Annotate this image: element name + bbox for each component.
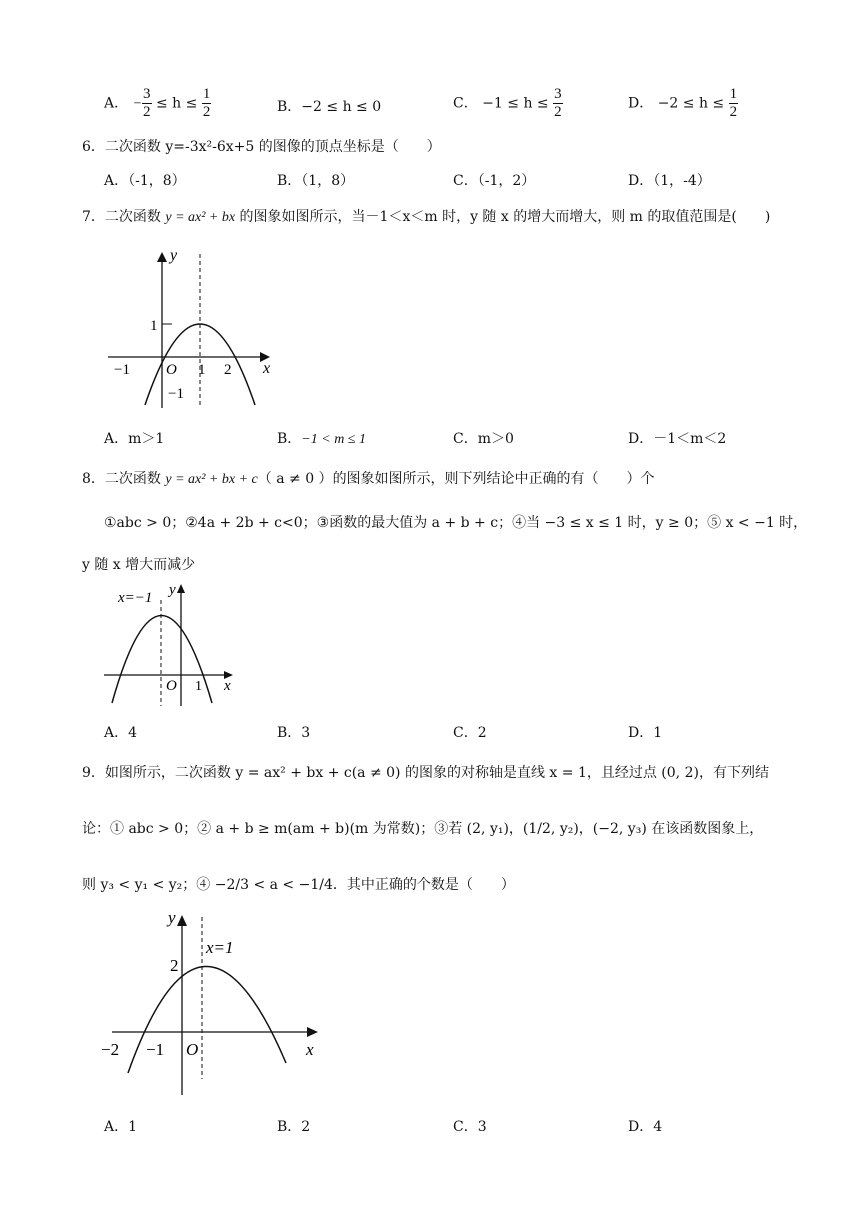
q8-option-d: D．1 [628,725,663,741]
q8-statements-cont: y 随 x 增大而减少 [82,557,196,573]
q9-option-c: C．3 [453,1119,487,1135]
q8-option-b: B．3 [277,725,311,741]
q7-option-c: C．m＞0 [453,431,514,447]
q9-line1: 9．如图所示，二次函数 y = ax² + bx + c(a ≠ 0) 的图象的对称轴是直线 x = 1，且经过点 (0, 2)，有下列结 [82,765,769,781]
q7-option-d: D．－1＜m＜2 [628,431,727,447]
q6-option-b: B．（1，8） [277,173,355,189]
q8-label-y: y [169,582,176,598]
q7-label-y: y [170,247,178,264]
q8-option-a: A．4 [104,725,138,741]
q7-option-b: B．−1 < m ≤ 1 [277,431,366,447]
q8-label-x: x [224,678,231,694]
q8-graph [100,578,245,718]
q5-option-d: D． −2 ≤ h ≤ $\frac{1}{2}$ [628,86,738,120]
q7-label-origin: O [166,362,177,378]
q8-label-axis: x=−1 [118,590,153,606]
q9-label-x: x [306,1040,314,1059]
q5-option-b: B．−2 ≤ h ≤ 0 [277,99,382,115]
q8-statements: ①abc > 0；②4a + 2b + c<0；③函数的最大值为 a + b + c；④当 −3 ≤ x ≤ 1 时，y ≥ 0；⑤ x < −1 时， [104,515,808,531]
q7-stem: 7．二次函数 y = ax² + bx 的图象如图所示，当－1＜x＜m 时，y 随 x 的增大而增大，则 m 的取值范围是( ) [82,209,771,225]
q7-graph [100,240,290,415]
q6-option-a: A．（-1，8） [104,173,186,189]
q9-option-a: A．1 [104,1119,138,1135]
q6-option-c: C．（-1，2） [453,173,536,189]
q6-stem: 6．二次函数 y=-3x²-6x+5 的图像的顶点坐标是（ ） [82,139,441,155]
q9-graph [98,905,328,1100]
q7-label-x2: 2 [224,362,232,378]
q9-option-d: D．4 [628,1119,663,1135]
q7-option-a: A．m＞1 [104,431,165,447]
q6-option-d: D．（1，-4） [628,173,711,189]
q9-line2: 论：① abc > 0；② a + b ≥ m(am + b)(m 为常数)；③若 (2, y₁)，(1/2, y₂)，(−2, y₃) 在该函数图象上， [82,821,764,837]
q8-stem: 8．二次函数 y = ax² + bx + c（ a ≠ 0 ）的图象如图所示，则下列结论中正确的有（ ）个 [82,471,655,487]
q9-label-axis: x=1 [206,938,234,957]
q7-label-one-y: 1 [150,318,158,334]
q5-option-c: C． −1 ≤ h ≤ $\frac{3}{2}$ [453,86,562,120]
q8-label-one: 1 [195,679,202,694]
q9-label-xm1: −1 [146,1040,165,1059]
q7-label-x1: 1 [198,362,206,378]
q9-label-xm2: −2 [101,1040,120,1059]
q7-label-xm1: −1 [114,362,130,378]
q7-label-ym1: −1 [168,386,184,402]
q9-label-y: y [168,908,176,927]
q9-option-b: B．2 [277,1119,311,1135]
q9-line3: 则 y₃ < y₁ < y₂；④ −2/3 < a < −1/4．其中正确的个数是（ ） [82,877,515,893]
q8-label-origin: O [166,678,177,694]
q7-label-x: x [263,360,271,377]
q5-option-a: A． − $\frac{3}{2}$ ≤ h ≤ $\frac{1}{2}$ [104,86,211,120]
q9-label-two: 2 [170,956,179,975]
q8-option-c: C．2 [453,725,487,741]
q9-label-origin: O [186,1040,199,1059]
